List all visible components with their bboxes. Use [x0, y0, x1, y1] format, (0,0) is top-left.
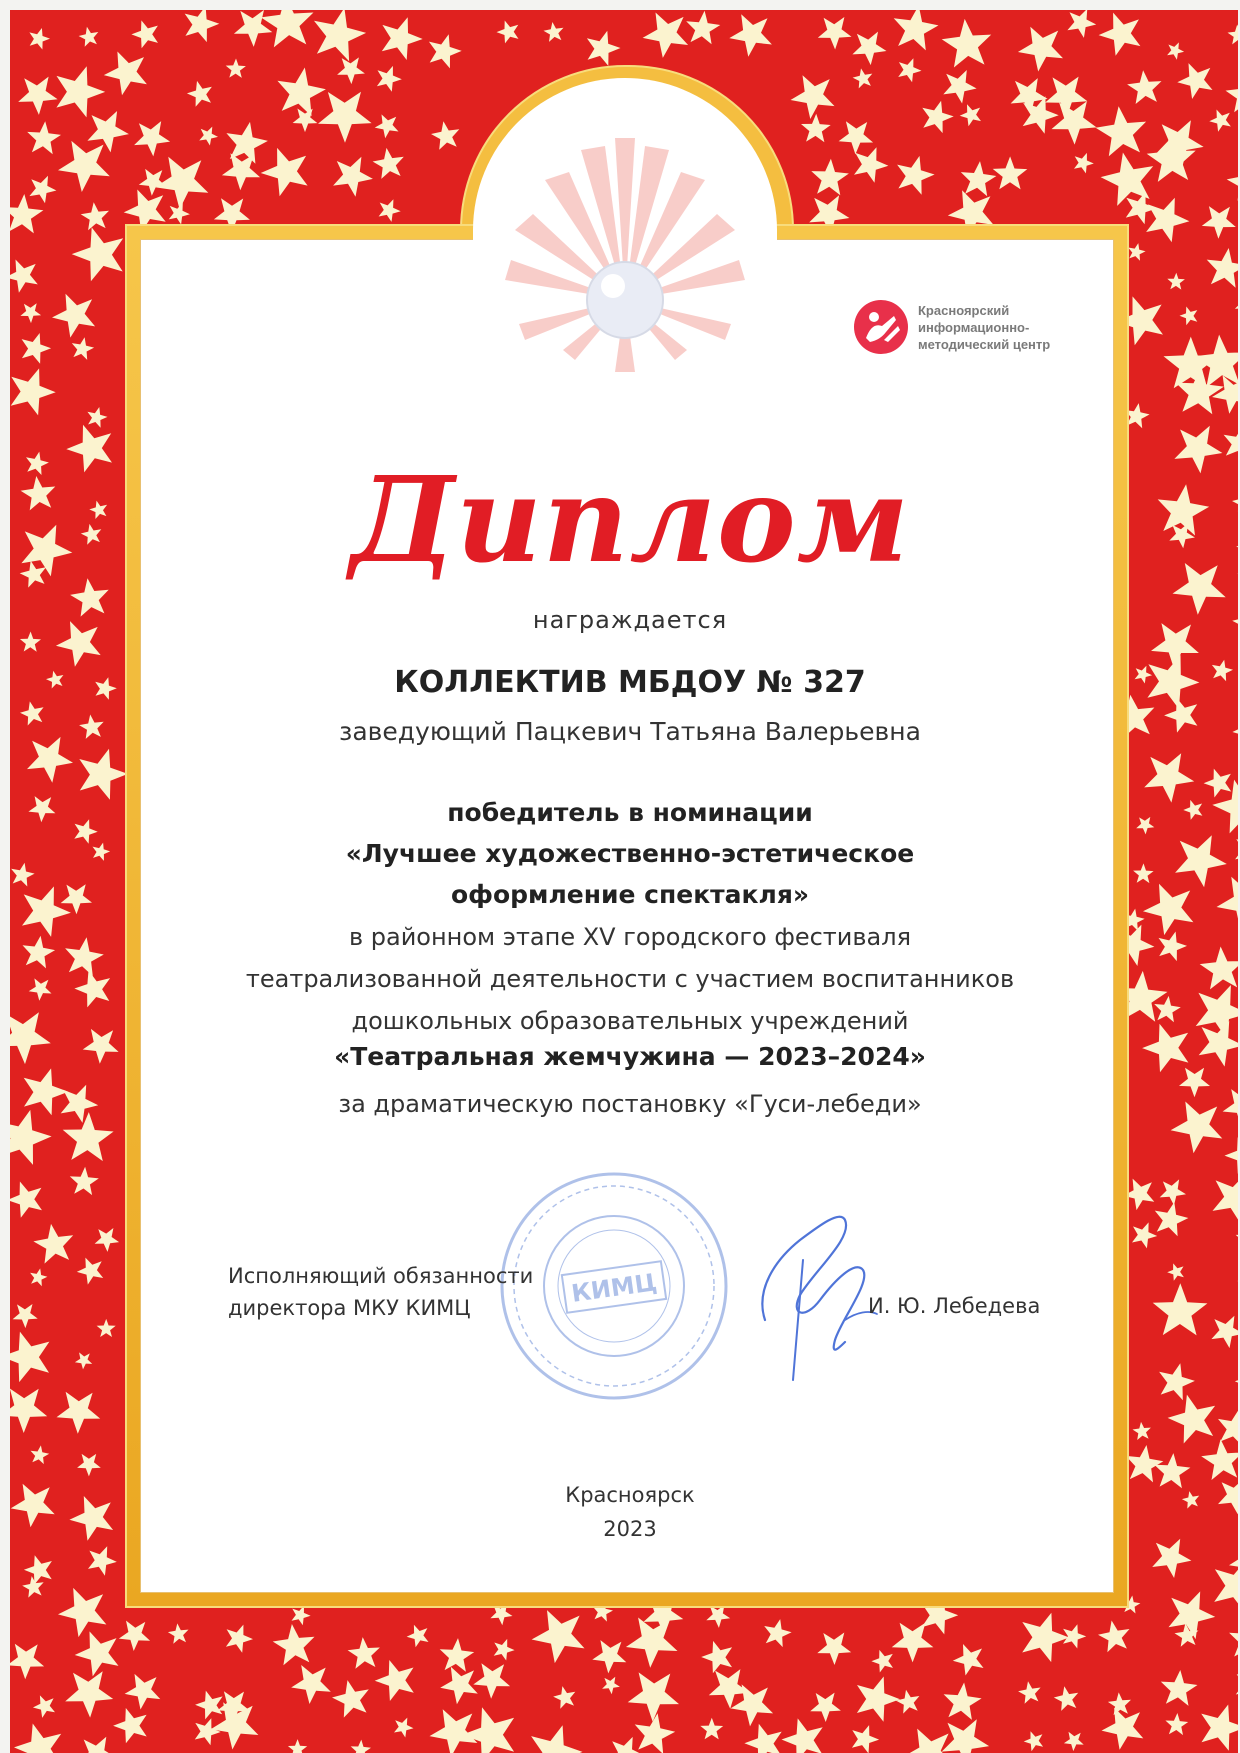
star-shape	[943, 70, 976, 104]
star-shape	[75, 1631, 119, 1676]
star-shape	[1154, 1453, 1190, 1488]
star-shape	[1232, 605, 1238, 640]
star-shape	[195, 1691, 223, 1720]
star-shape	[942, 1719, 989, 1753]
star-shape	[277, 68, 326, 117]
star-shape	[1235, 286, 1238, 320]
star-shape	[1209, 110, 1231, 132]
star-shape	[1232, 492, 1238, 511]
star-shape	[1167, 1263, 1184, 1280]
logo-line: Красноярский	[918, 303, 1010, 318]
star-shape	[898, 58, 921, 82]
star-shape	[65, 1671, 113, 1717]
star-shape	[11, 1484, 55, 1528]
star-shape	[1227, 162, 1238, 200]
star-shape	[1102, 1708, 1144, 1750]
star-shape	[382, 17, 423, 60]
star-shape	[1164, 698, 1197, 733]
star-shape	[72, 337, 94, 360]
star-shape	[1074, 153, 1094, 174]
star-shape	[429, 34, 462, 68]
star-shape	[1167, 273, 1185, 290]
star-shape	[291, 1665, 331, 1704]
star-shape	[1223, 1089, 1238, 1127]
logo-line: методический центр	[918, 337, 1051, 352]
star-shape	[1183, 800, 1202, 820]
star-shape	[1096, 106, 1147, 156]
star-shape	[764, 1619, 791, 1647]
signer-position-line: директора МКУ КИМЦ	[228, 1296, 471, 1320]
star-shape	[58, 141, 110, 192]
nomination	[140, 792, 1120, 915]
star-shape	[1228, 25, 1239, 45]
star-shape	[1142, 1024, 1188, 1072]
star-shape	[61, 1085, 98, 1123]
star-shape	[58, 1588, 106, 1637]
star-shape	[29, 28, 50, 50]
star-shape	[1177, 63, 1212, 99]
star-shape	[87, 111, 128, 152]
star-shape	[1153, 1283, 1208, 1335]
star-shape	[125, 1674, 161, 1710]
star-shape	[379, 199, 401, 222]
star-shape	[1133, 1422, 1151, 1440]
star-shape	[1236, 1227, 1238, 1249]
star-shape	[1235, 1366, 1238, 1398]
star-shape	[1236, 1669, 1238, 1702]
logo-line: информационно-	[918, 320, 1030, 335]
star-shape	[953, 1644, 984, 1676]
star-shape	[1174, 426, 1222, 474]
organization-name	[918, 302, 1050, 353]
star-shape	[1161, 1670, 1198, 1706]
star-shape	[88, 1546, 117, 1576]
star-shape	[333, 157, 373, 197]
star-shape	[853, 68, 873, 88]
star-shape	[314, 10, 366, 61]
star-shape	[1237, 565, 1238, 583]
star-shape	[56, 621, 101, 667]
star-shape	[1218, 1479, 1238, 1515]
star-shape	[95, 1228, 120, 1252]
star-shape	[70, 578, 109, 616]
star-shape	[782, 1718, 823, 1753]
star-shape	[89, 501, 107, 519]
star-shape	[818, 17, 852, 50]
star-shape	[960, 104, 981, 126]
stage-description	[140, 916, 1120, 1042]
star-shape	[1180, 307, 1198, 326]
star-shape	[1207, 248, 1238, 288]
star-shape	[20, 303, 41, 323]
star-shape	[700, 1718, 723, 1740]
star-shape	[942, 19, 992, 68]
star-shape	[318, 92, 372, 143]
star-shape	[79, 749, 128, 800]
star-shape	[1132, 1222, 1157, 1248]
star-shape	[1171, 1102, 1223, 1154]
star-shape	[65, 937, 104, 976]
star-shape	[1179, 1068, 1210, 1098]
star-shape	[226, 59, 246, 78]
star-shape	[473, 1663, 510, 1699]
star-shape	[1182, 1491, 1199, 1509]
star-shape	[14, 1724, 61, 1753]
star-shape	[1099, 13, 1141, 56]
star-shape	[1128, 243, 1145, 261]
star-shape	[375, 114, 399, 138]
star-shape	[23, 936, 56, 969]
star-shape	[1052, 101, 1097, 144]
star-shape	[93, 843, 111, 861]
star-shape	[185, 10, 220, 42]
star-shape	[79, 27, 99, 47]
star-shape	[74, 970, 110, 1007]
star-shape	[28, 796, 55, 822]
handwritten-signature	[745, 1200, 885, 1385]
star-shape	[1237, 1264, 1238, 1290]
diploma-title: Диплом	[350, 450, 910, 589]
star-shape	[852, 32, 886, 66]
stage-line: театрализованной деятельности с участием воспитанников	[245, 965, 1015, 993]
star-shape	[10, 260, 38, 293]
star-shape	[24, 1555, 52, 1584]
star-shape	[195, 1718, 221, 1745]
star-shape	[261, 148, 308, 196]
star-shape	[811, 159, 849, 196]
star-shape	[531, 1725, 582, 1753]
nomination-line: победитель в номинации	[447, 798, 813, 827]
star-shape	[993, 156, 1028, 189]
stage-line: дошкольных образовательных учреждений	[351, 1007, 909, 1035]
star-shape	[1144, 753, 1194, 802]
star-shape	[817, 1633, 851, 1666]
city: Красноярск	[565, 1483, 695, 1507]
star-shape	[273, 1624, 315, 1665]
star-shape	[57, 1392, 101, 1434]
star-shape	[377, 66, 402, 92]
star-shape	[497, 21, 519, 44]
star-shape	[113, 1708, 147, 1743]
star-shape	[1136, 817, 1154, 835]
star-shape	[871, 1650, 893, 1673]
star-shape	[1173, 563, 1226, 615]
star-shape	[168, 1623, 189, 1643]
star-shape	[104, 52, 147, 96]
pearl-shell-icon	[485, 110, 765, 410]
star-shape	[1024, 1731, 1043, 1751]
star-shape	[706, 1605, 730, 1628]
star-shape	[1022, 1613, 1069, 1662]
star-shape	[791, 75, 835, 119]
year: 2023	[603, 1517, 657, 1541]
star-shape	[10, 194, 43, 233]
star-shape	[1196, 985, 1238, 1039]
star-shape	[1214, 1560, 1238, 1613]
star-shape	[119, 1621, 150, 1651]
star-shape	[293, 109, 318, 133]
star-shape	[27, 121, 61, 154]
star-shape	[602, 1677, 620, 1695]
star-shape	[854, 147, 888, 182]
star-shape	[1211, 1316, 1238, 1348]
kimc-logo-icon	[854, 300, 908, 354]
star-shape	[22, 1576, 44, 1598]
star-shape	[77, 1454, 101, 1477]
star-shape	[1054, 1686, 1078, 1711]
star-shape	[635, 1713, 676, 1753]
star-shape	[897, 156, 935, 195]
star-shape	[896, 1690, 920, 1714]
star-shape	[46, 671, 63, 689]
star-shape	[261, 10, 314, 47]
star-shape	[95, 677, 117, 700]
star-shape	[10, 1389, 47, 1434]
star-shape	[1232, 713, 1238, 748]
star-shape	[18, 77, 57, 115]
star-shape	[1212, 660, 1233, 682]
star-shape	[532, 1610, 585, 1663]
star-shape	[75, 1352, 92, 1369]
star-shape	[292, 1606, 311, 1626]
star-shape	[643, 13, 689, 58]
star-shape	[1159, 1363, 1195, 1400]
star-shape	[69, 1496, 113, 1541]
star-shape	[1159, 932, 1188, 962]
star-shape	[1224, 426, 1238, 460]
star-shape	[373, 148, 404, 179]
star-shape	[226, 1625, 253, 1653]
star-shape	[1146, 198, 1189, 243]
star-shape	[1135, 666, 1153, 684]
star-shape	[21, 476, 56, 510]
star-shape	[61, 884, 92, 914]
star-shape	[686, 11, 720, 45]
star-shape	[494, 1639, 515, 1661]
star-shape	[1199, 1021, 1238, 1067]
star-shape	[1152, 1539, 1191, 1578]
star-shape	[52, 294, 95, 338]
star-shape	[29, 978, 52, 1000]
star-shape	[587, 31, 621, 66]
signer-position-line: Исполняющий обязанности	[228, 1264, 534, 1288]
star-shape	[440, 1638, 475, 1672]
star-shape	[1200, 947, 1238, 990]
star-shape	[1018, 27, 1063, 72]
star-shape	[544, 22, 564, 42]
star-shape	[20, 632, 41, 652]
star-shape	[1154, 996, 1181, 1022]
star-shape	[1201, 1439, 1238, 1480]
star-shape	[234, 10, 272, 47]
star-shape	[1143, 884, 1193, 935]
star-shape	[892, 1623, 934, 1663]
star-shape	[592, 1640, 626, 1673]
star-shape	[29, 176, 56, 204]
star-shape	[1175, 835, 1227, 887]
star-shape	[139, 169, 167, 196]
star-shape	[1229, 1620, 1238, 1659]
star-shape	[33, 1695, 55, 1718]
star-shape	[22, 886, 71, 937]
star-shape	[337, 57, 365, 84]
star-shape	[10, 1110, 52, 1165]
star-shape	[56, 66, 105, 117]
star-shape	[10, 1012, 51, 1064]
recipient-head: заведующий Пацкевич Татьяна Валерьевна	[339, 717, 921, 746]
star-shape	[66, 425, 112, 473]
star-shape	[199, 127, 218, 146]
star-shape	[83, 1029, 119, 1064]
star-shape	[1063, 1624, 1086, 1648]
star-shape	[553, 1686, 575, 1709]
star-shape	[351, 1740, 371, 1753]
star-shape	[431, 121, 459, 149]
award-reason: за драматическую постановку «Гуси-лебеди»	[338, 1090, 922, 1118]
stage-line: в районном этапе XV городского фестиваля	[348, 923, 912, 951]
star-shape	[1127, 70, 1161, 104]
star-shape	[33, 1224, 73, 1264]
star-shape	[1168, 1395, 1216, 1444]
star-shape	[1165, 1713, 1188, 1735]
star-shape	[852, 1725, 879, 1753]
star-shape	[462, 1707, 514, 1753]
organization-logo	[854, 292, 1084, 362]
star-shape	[1201, 1705, 1238, 1751]
nomination-line: «Лучшее художественно-эстетическое	[345, 839, 915, 868]
star-shape	[134, 121, 170, 156]
star-shape	[79, 1737, 116, 1753]
star-shape	[610, 1737, 643, 1753]
stamp-label: КИМЦ	[569, 1268, 659, 1308]
star-shape	[1204, 769, 1232, 798]
star-shape	[21, 525, 72, 577]
footer-place-date	[140, 1478, 1120, 1546]
awarded-label: награждается	[532, 606, 728, 634]
star-shape	[13, 1304, 38, 1328]
recipient-name: КОЛЛЕКТИВ МБДОУ № 327	[394, 665, 866, 700]
star-shape	[79, 715, 104, 739]
star-shape	[26, 452, 49, 475]
festival-name: «Театральная жемчужина — 2023–2024»	[334, 1042, 926, 1071]
diploma-sheet	[10, 10, 1238, 1753]
star-shape	[1126, 1445, 1164, 1482]
star-shape	[1098, 1621, 1130, 1653]
star-shape	[801, 114, 831, 143]
star-shape	[72, 227, 124, 281]
star-shape	[626, 1618, 678, 1668]
star-shape	[70, 1167, 99, 1195]
star-shape	[430, 1709, 478, 1753]
star-shape	[20, 701, 44, 725]
star-shape	[97, 1319, 116, 1337]
star-shape	[1133, 863, 1154, 883]
star-shape	[1225, 1137, 1239, 1174]
star-shape	[944, 1683, 982, 1720]
star-shape	[961, 161, 997, 196]
star-shape	[1213, 1174, 1239, 1223]
star-shape	[922, 101, 953, 133]
star-shape	[187, 81, 212, 107]
star-shape	[348, 1637, 380, 1669]
star-shape	[394, 1718, 414, 1738]
star-shape	[628, 1672, 679, 1721]
star-shape	[288, 1739, 307, 1753]
star-shape	[11, 368, 56, 415]
star-shape	[87, 407, 107, 428]
star-shape	[131, 20, 158, 48]
star-shape	[1067, 10, 1096, 38]
star-shape	[894, 10, 939, 50]
star-shape	[11, 863, 34, 887]
star-shape	[31, 1445, 50, 1464]
signer-position	[228, 1260, 533, 1324]
star-shape	[81, 202, 109, 230]
star-shape	[1236, 535, 1238, 557]
signer-name: И. Ю. Лебедева	[868, 1294, 1041, 1318]
star-shape	[1226, 76, 1239, 113]
star-shape	[1235, 834, 1238, 867]
star-shape	[375, 1660, 414, 1701]
star-shape	[63, 1112, 114, 1161]
star-shape	[857, 1677, 900, 1722]
star-shape	[810, 1693, 841, 1722]
star-shape	[1064, 1732, 1084, 1751]
star-shape	[77, 1258, 103, 1285]
star-shape	[407, 1625, 429, 1648]
star-shape	[744, 1724, 781, 1753]
star-shape	[10, 1182, 42, 1218]
star-shape	[1202, 206, 1236, 239]
star-shape	[27, 737, 73, 783]
star-shape	[20, 561, 46, 588]
star-shape	[74, 819, 97, 844]
star-shape	[10, 1644, 44, 1680]
star-shape	[10, 1332, 49, 1383]
star-shape	[701, 1641, 732, 1673]
star-shape	[1155, 1202, 1189, 1236]
nomination-line: оформление спектакля»	[450, 880, 810, 909]
star-shape	[30, 1268, 47, 1286]
star-shape	[1217, 877, 1239, 931]
star-shape	[155, 157, 208, 210]
star-shape	[1018, 1681, 1041, 1704]
star-shape	[1160, 1179, 1186, 1205]
star-shape	[839, 121, 874, 154]
star-shape	[81, 524, 102, 545]
star-shape	[1167, 42, 1184, 59]
star-shape	[332, 1680, 369, 1718]
star-shape	[24, 1068, 69, 1115]
star-shape	[440, 1667, 478, 1705]
star-shape	[22, 333, 51, 364]
star-shape	[1108, 1692, 1131, 1715]
star-shape	[729, 14, 772, 56]
